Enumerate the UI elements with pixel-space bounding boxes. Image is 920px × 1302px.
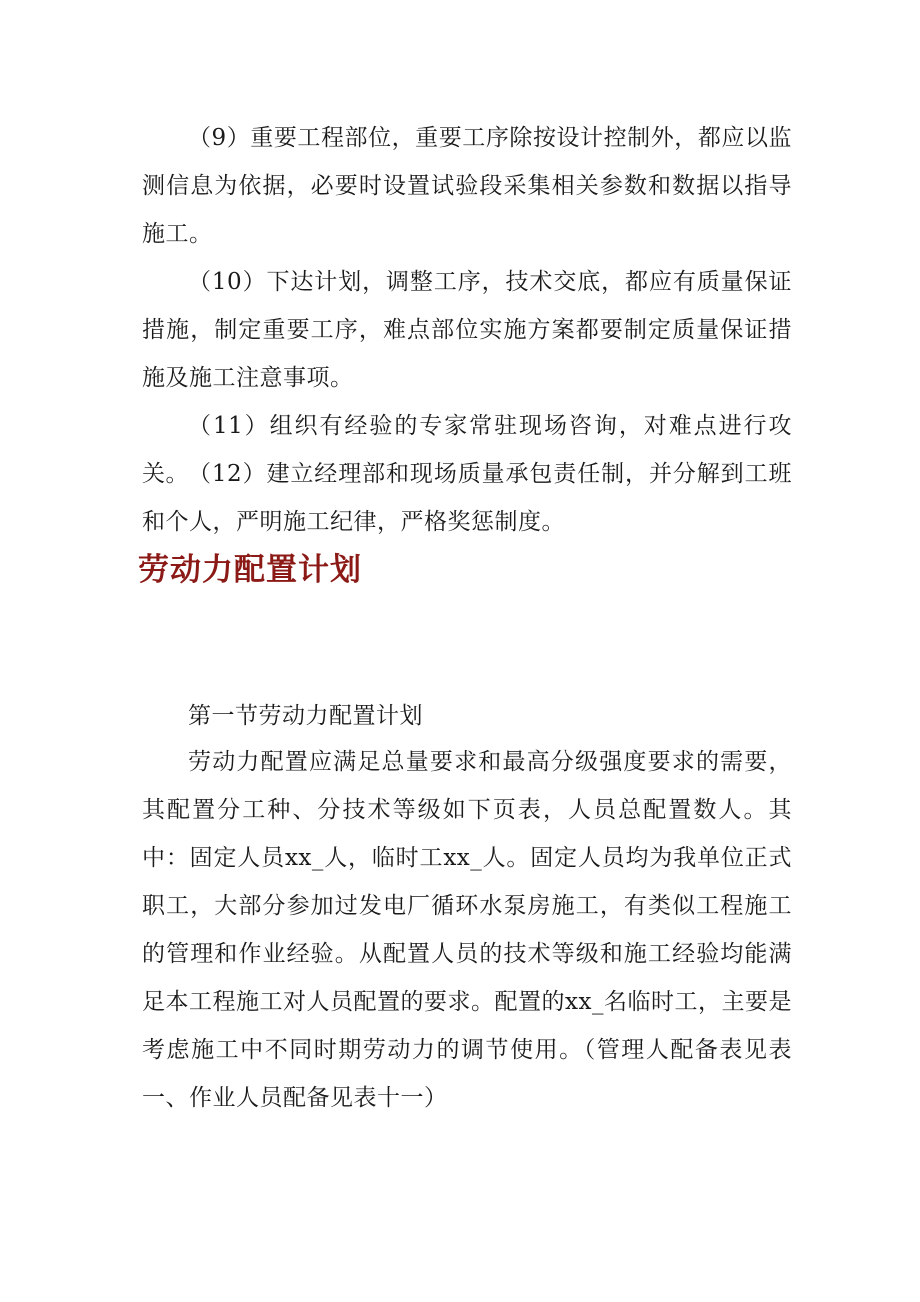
paragraph-item-10: （10）下达计划，调整工序，技术交底，都应有质量保证措施，制定重要工序，难点部位实施方案都要制定质量保证措施及施工注意事项。 [142, 269, 792, 391]
paragraph-item-9: （9）重要工程部位，重要工序除按设计控制外，都应以监测信息为依据，必要时设置试验段采集相关参数和数据以指导施工。 [142, 125, 792, 247]
paragraph-item-12: （12）建立经理部和现场质量承包责任制，并分解到工班和个人，严明施工纪律，严格奖惩制度。 [142, 461, 792, 535]
section-subtitle: 第一节劳动力配置计划 [188, 703, 423, 729]
paragraph-item-11: （11）组织有经验的专家常驻现场咨询，对难点进行攻关。 [142, 413, 792, 487]
body-paragraph: 劳动力配置应满足总量要求和最高分级强度要求的需要，其配置分工种、分技术等级如下页表，人员总配置数人。其中：固定人员xx_人，临时工xx_人。固定人员均为我单位正式职工，大部分参加过发电厂循环水泵房施工，有类似工程施工的管理和作业经验。从配置人员的技术等级和施工经验均能满足本工程施工对人员配置的要求。配置的xx_名临时工，主要是考虑施工中不同时期劳动力的调节使用。（管理人配备表见表一、作业人员配备见表十一） [142, 749, 792, 1111]
section-heading: 劳动力配置计划 [138, 552, 362, 588]
